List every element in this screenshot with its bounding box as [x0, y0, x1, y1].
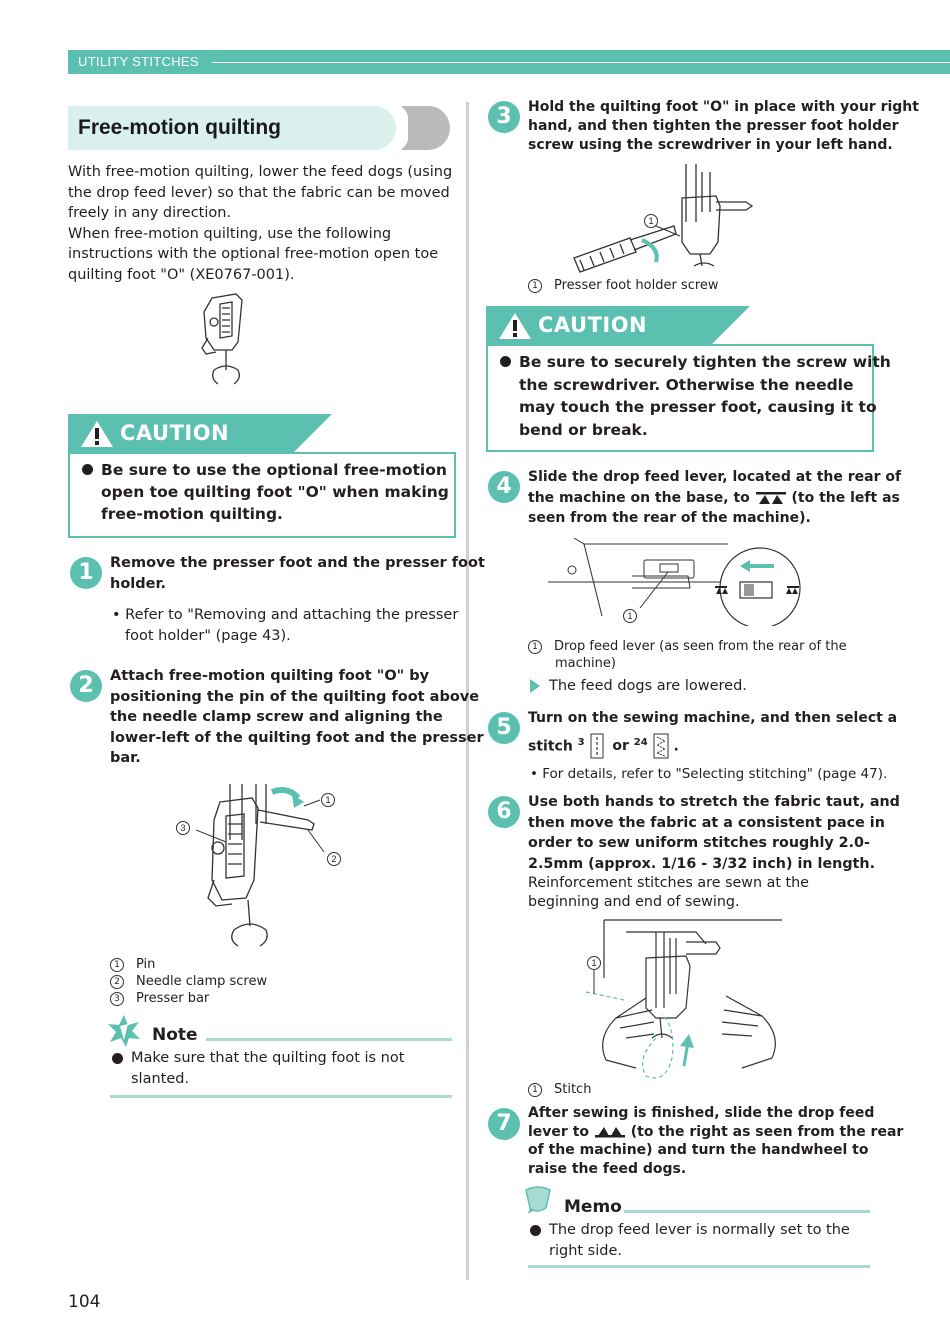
bullet-dot: •	[112, 607, 126, 623]
caution-text	[519, 351, 891, 441]
caution-line: the screwdriver. Otherwise the needle	[519, 375, 854, 394]
attach-foot-illustration	[196, 780, 336, 948]
straight-stitch-icon	[590, 733, 604, 759]
drop-feed-lever-illustration	[548, 536, 808, 626]
step-line: order to sew uniform stitches roughly 2.0-	[528, 835, 870, 851]
step-line: seen from the rear of the machine).	[528, 510, 811, 526]
step-line: raise the feed dogs.	[528, 1160, 687, 1177]
step-2-text	[110, 666, 484, 769]
callout-1: 1	[321, 793, 335, 807]
step-line: Turn on the sewing machine, and then select a	[528, 710, 898, 726]
caution-line: Be sure to use the optional free-motion	[101, 461, 447, 479]
callout-1: 1	[587, 956, 601, 970]
memo-title: Memo	[564, 1197, 622, 1217]
legend-text: Needle clamp screw	[136, 974, 268, 989]
legend-text: Stitch	[554, 1082, 592, 1097]
caution-line: Be sure to securely tighten the screw with	[519, 353, 891, 371]
step-line: of the machine) and turn the handwheel to	[528, 1142, 869, 1158]
intro-line: With free-motion quilting, lower the feed dogs (using	[68, 164, 453, 180]
note-icon	[106, 1014, 142, 1048]
bullet	[82, 464, 93, 475]
note-rule	[206, 1038, 452, 1041]
sub-line: Refer to "Removing and attaching the presser	[125, 607, 459, 623]
bullet-dot: •	[530, 766, 543, 782]
caution-line: may touch the presser foot, causing it to	[519, 398, 877, 416]
bullet	[530, 1225, 541, 1236]
caution-label: CAUTION	[538, 313, 648, 337]
step-1-sub	[112, 605, 458, 646]
step-3-text	[528, 98, 919, 155]
step-line: (to the right as seen from the rear	[630, 1123, 904, 1140]
step-line: 2.5mm (approx. 1/16 - 3/32 inch) in length.	[528, 855, 875, 872]
legend-number: 1	[528, 640, 542, 654]
step-line: Hold the quilting foot "O" in place with your right	[528, 99, 919, 115]
step-number: 4	[488, 471, 520, 503]
step-line: positioning the pin of the quilting foot above	[110, 688, 480, 705]
sub-line: For details, refer to "Selecting stitching" (page 47).	[542, 766, 888, 782]
result-arrow-icon	[530, 679, 540, 693]
title-tab-decoration	[402, 106, 450, 150]
feed-dogs-up-icon	[594, 1124, 626, 1140]
note-line: slanted.	[131, 1070, 190, 1087]
quilting-foot-illustration	[192, 292, 262, 392]
step-1-text	[110, 553, 485, 594]
note-title: Note	[152, 1025, 198, 1045]
step-4-legend	[528, 638, 847, 672]
stitch-number: 3	[577, 736, 585, 748]
step-line: holder.	[110, 575, 167, 592]
step-line: lower-left of the quilting foot and the presser	[110, 729, 484, 746]
step-line: screw using the screwdriver in your left hand.	[528, 137, 893, 153]
step-number: 7	[488, 1108, 520, 1140]
intro-line: instructions with the optional free-motion open toe	[68, 246, 439, 262]
step-line: Slide the drop feed lever, located at the rear of	[528, 469, 902, 485]
note-line: Make sure that the quilting foot is not	[131, 1050, 405, 1066]
step-line: (to the left as	[791, 489, 900, 506]
step-line: the needle clamp screw and aligning the	[110, 709, 443, 725]
intro-line: freely in any direction.	[68, 205, 232, 221]
legend-text: Pin	[136, 957, 156, 972]
memo-rule	[624, 1210, 870, 1213]
zigzag-stitch-icon	[653, 733, 669, 759]
step-number: 5	[488, 712, 520, 744]
memo-bottom-rule	[528, 1265, 870, 1268]
title-tab-gap	[396, 106, 408, 150]
intro-line: the drop feed lever) so that the fabric can be moved	[68, 184, 450, 201]
memo-line: The drop feed lever is normally set to the	[549, 1222, 850, 1238]
callout-1: 1	[644, 214, 658, 228]
memo-line: right side.	[549, 1242, 622, 1259]
header-rule	[212, 62, 950, 63]
legend-text: machine)	[555, 656, 616, 671]
plain-line: beginning and end of sewing.	[528, 894, 740, 910]
legend-text: Presser bar	[136, 991, 210, 1006]
legend-text: Presser foot holder screw	[554, 278, 719, 293]
step-line: the machine on the base, to	[528, 489, 750, 506]
step-number: 1	[70, 557, 102, 589]
step-number: 2	[70, 670, 102, 702]
step-5-text: Turn on the sewing machine, and then select a stitch $^3$ or $^{24}$ .	[528, 708, 897, 759]
step-6-legend	[528, 1081, 591, 1098]
step-3-legend	[528, 277, 719, 294]
step-line: Remove the presser foot and the presser foot	[110, 555, 485, 571]
step-line: or	[612, 738, 629, 755]
step-5-sub	[530, 766, 887, 783]
memo-text	[549, 1220, 850, 1261]
page-number: 104	[68, 1292, 101, 1312]
screwdriver-illustration	[570, 162, 760, 278]
sub-line: foot holder" (page 43).	[125, 627, 291, 644]
feed-dogs-down-icon	[755, 490, 787, 506]
step-4-text	[528, 467, 901, 529]
warning-icon	[80, 420, 114, 448]
step-line: lever to	[528, 1123, 590, 1140]
callout-1: 1	[623, 609, 637, 623]
callout-3: 3	[176, 821, 190, 835]
step-4-result: The feed dogs are lowered.	[549, 678, 747, 694]
intro-line: When free-motion quilting, use the following	[68, 225, 392, 242]
legend-number: 2	[110, 975, 124, 989]
legend-number: 1	[528, 279, 542, 293]
step-line: Attach free-motion quilting foot "O" by	[110, 668, 430, 684]
caution-line: free-motion quilting.	[101, 505, 283, 523]
note-text	[131, 1048, 404, 1089]
step-line: stitch	[528, 738, 573, 755]
warning-icon	[498, 312, 532, 340]
intro-text	[68, 162, 458, 285]
caution-line: open toe quilting foot "O" when making	[101, 483, 449, 501]
step-line: hand, and then tighten the presser foot holder	[528, 118, 899, 134]
step-line: After sewing is finished, slide the drop feed	[528, 1105, 875, 1121]
legend-number: 3	[110, 992, 124, 1006]
section-header-label: UTILITY STITCHES	[78, 54, 199, 69]
caution-text	[101, 459, 449, 525]
step-number: 6	[488, 796, 520, 828]
caution-label: CAUTION	[120, 421, 230, 445]
caution-line: bend or break.	[519, 420, 648, 439]
step-2-legend	[110, 956, 267, 1007]
page-title: Free-motion quilting	[78, 116, 281, 139]
bullet	[500, 356, 511, 367]
stitch-number: 24	[633, 736, 648, 748]
step-line: Use both hands to stretch the fabric taut, and	[528, 794, 900, 810]
step-7-text	[528, 1104, 903, 1178]
hands-quilting-illustration	[576, 918, 782, 1084]
intro-line: quilting foot "O" (XE0767-001).	[68, 266, 295, 283]
legend-text: Drop feed lever (as seen from the rear of the	[554, 639, 847, 654]
memo-icon	[520, 1184, 554, 1216]
plain-line: Reinforcement stitches are sewn at the	[528, 875, 809, 891]
step-6-plain	[528, 874, 809, 912]
step-line: then move the fabric at a consistent pace in	[528, 814, 885, 831]
step-number: 3	[488, 101, 520, 133]
step-line: bar.	[110, 750, 141, 766]
legend-number: 1	[528, 1083, 542, 1097]
note-bottom-rule	[110, 1095, 452, 1098]
bullet	[112, 1053, 123, 1064]
step-6-text	[528, 792, 900, 874]
legend-number: 1	[110, 958, 124, 972]
callout-2: 2	[327, 852, 341, 866]
